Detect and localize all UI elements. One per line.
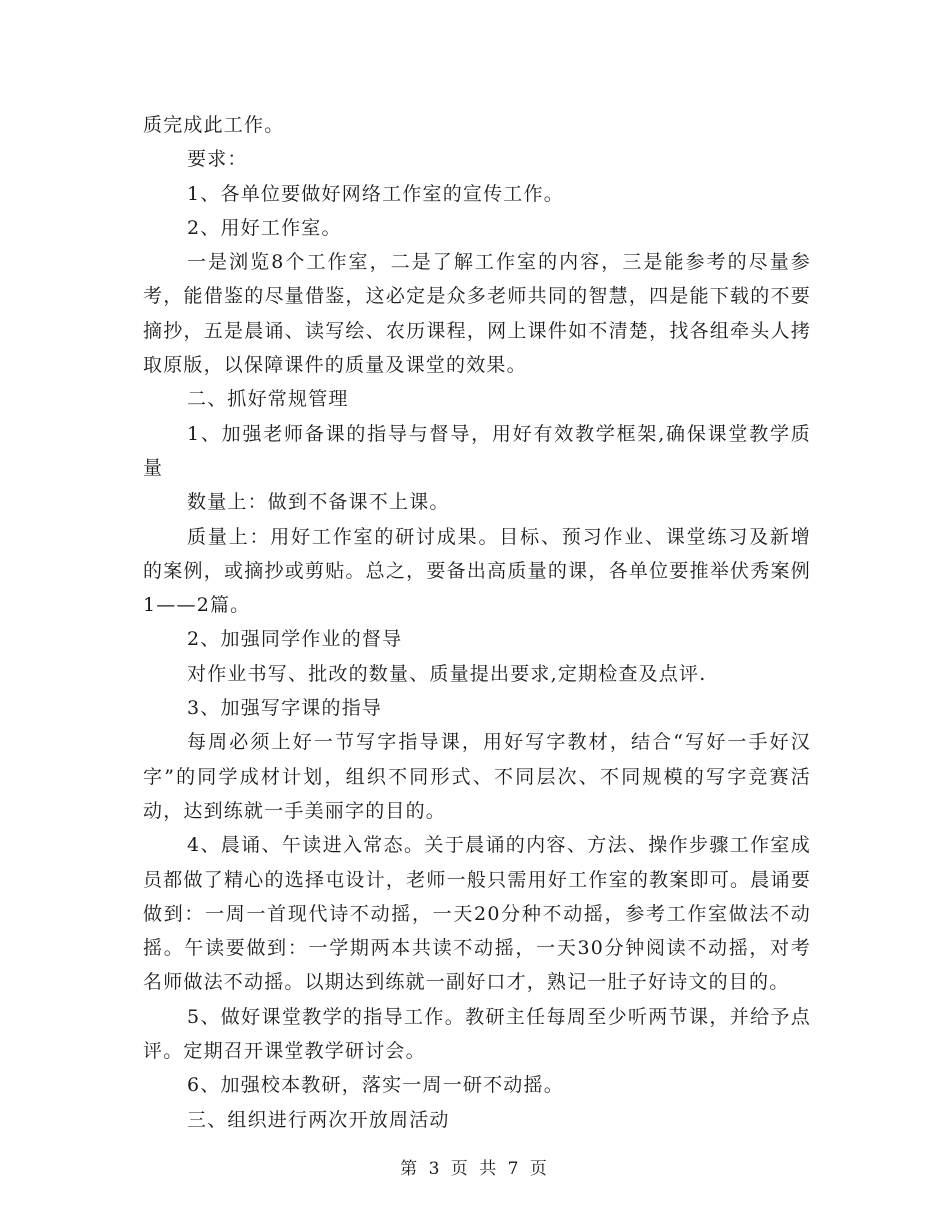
list-item-2: 2、用好工作室。	[187, 216, 342, 239]
section-heading-open-week: 三、组织进行两次开放周活动	[187, 1108, 450, 1131]
page-number-footer: 第 3 页 共 7 页	[400, 1159, 550, 1179]
paragraph-continuation: 质完成此工作。	[143, 114, 285, 136]
list-item-lesson-prep: 1、加强老师备课的指导与督导，用好有效教学框架,确保课堂教学质量	[143, 422, 811, 479]
paragraph-browse-studios: 一是浏览8个工作室，二是了解工作室的内容，三是能参考的尽量参考，能借鉴的尽量借鉴，这必定是众多老师共同的智慧，四是能下载的不要摘抄，五是晨诵、读写绘、农历课程，网上课件如不清楚，找各组牵头人拷取原版，以保障课件的质量及课堂的效果。	[143, 251, 811, 377]
list-item-1: 1、各单位要做好网络工作室的宣传工作。	[187, 182, 564, 205]
paragraph-school-research: 6、加强校本教研，落实一周一研不动摇。	[187, 1074, 564, 1097]
paragraph-writing-class: 每周必须上好一节写字指导课，用好写字教材，结合“写好一手好汉字”的同学成材计划，组织不同形式、不同层次、不同规模的写字竞赛活动，达到练就一手美丽字的目的。	[143, 731, 811, 822]
list-item-writing-class: 3、加强写字课的指导	[187, 697, 383, 720]
paragraph-classroom-guidance: 5、做好课堂教学的指导工作。教研主任每周至少听两节课，并给予点评。定期召开课堂教学研讨会。	[143, 1005, 811, 1063]
list-item-homework: 2、加强同学作业的督导	[187, 628, 403, 651]
paragraph-quality: 质量上：用好工作室的研讨成果。目标、预习作业、课堂练习及新增的案例，或摘抄或剪贴。总之，要备出高质量的课，各单位要推举伏秀案例1——2篇。	[143, 525, 811, 617]
paragraph-quantity: 数量上：做到不备课不上课。	[187, 491, 450, 514]
paragraph-morning-reading: 4、晨诵、午读进入常态。关于晨诵的内容、方法、操作步骤工作室成员都做了精心的选择屯设计，老师一般只需用好工作室的教案即可。晨诵要做到：一周一首现代诗不动摇，一天20分种不动摇，参考工作室做法不动摇。午读要做到：一学期两本共读不动摇，一天30分钟阅读不动摇，对考名师做法不动摇。以期达到练就一副好口才，熟记一肚子好诗文的目的。	[143, 834, 811, 994]
paragraph-homework-requirements: 对作业书写、批改的数量、质量提出要求,定期检查及点评.	[187, 662, 707, 685]
section-heading-routine-management: 二、抓好常规管理	[187, 388, 349, 411]
heading-requirements: 要求：	[187, 148, 248, 171]
document-body	[143, 108, 811, 1137]
